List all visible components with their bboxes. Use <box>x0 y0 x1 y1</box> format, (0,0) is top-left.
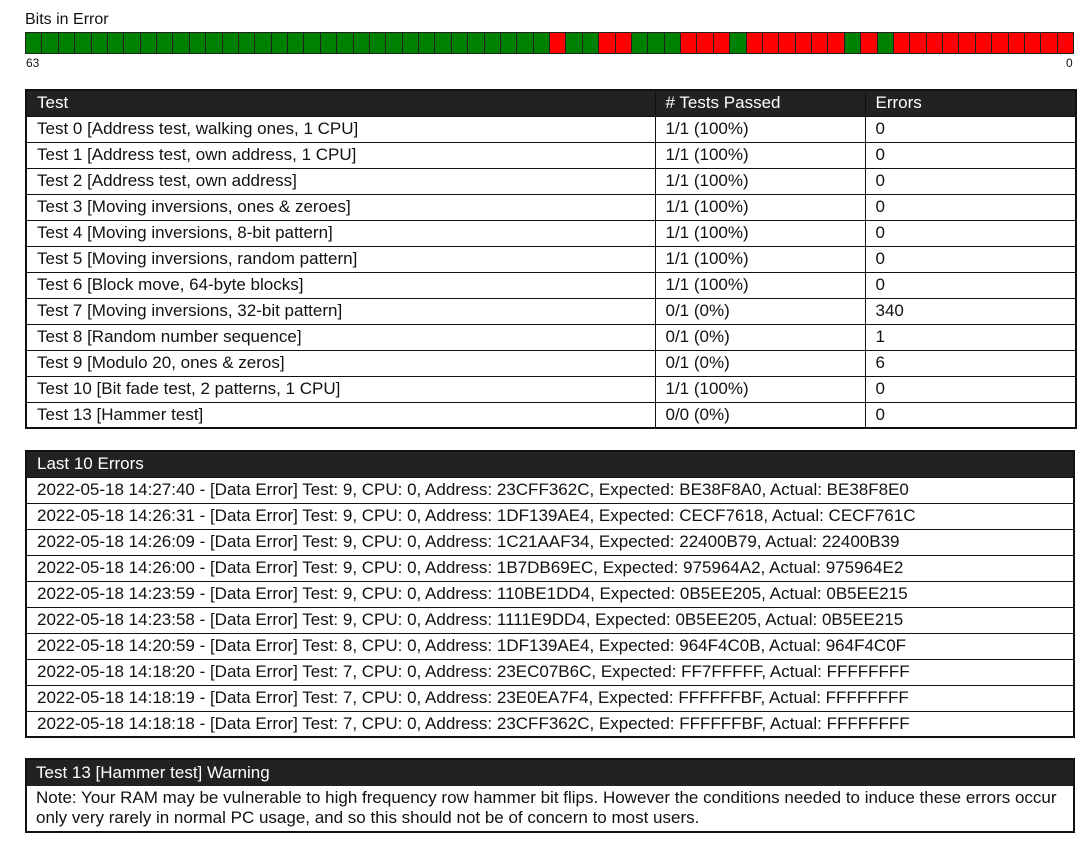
bit-cell <box>796 33 812 53</box>
error-entry: 2022-05-18 14:26:00 - [Data Error] Test: 9, CPU: 0, Address: 1B7DB69EC, Expected: 975964A2, Actual: 975964E2 <box>26 555 1074 581</box>
bit-cell <box>206 33 222 53</box>
bit-cell <box>1058 33 1073 53</box>
hammer-warning-title: Test 13 [Hammer test] Warning <box>27 760 1073 786</box>
error-row <box>26 685 1074 711</box>
bit-label-high: 63 <box>26 56 40 70</box>
test-name-cell: Test 13 [Hammer test] <box>26 402 655 428</box>
error-row <box>26 529 1074 555</box>
bit-cell <box>976 33 992 53</box>
bit-cell <box>878 33 894 53</box>
errors-header-row <box>26 451 1074 477</box>
errors-count-cell: 0 <box>865 402 1076 428</box>
table-row <box>26 402 1076 428</box>
bit-cell <box>927 33 943 53</box>
table-row <box>26 142 1076 168</box>
error-entry: 2022-05-18 14:26:09 - [Data Error] Test: 9, CPU: 0, Address: 1C21AAF34, Expected: 22400B79, Actual: 22400B39 <box>26 529 1074 555</box>
bit-cell <box>1041 33 1057 53</box>
bit-cell <box>648 33 664 53</box>
errors-count-cell: 0 <box>865 168 1076 194</box>
bit-cell <box>534 33 550 53</box>
bit-cell <box>894 33 910 53</box>
bit-cell <box>566 33 582 53</box>
bit-cell <box>730 33 746 53</box>
table-row <box>26 272 1076 298</box>
test-name-cell: Test 5 [Moving inversions, random pattern] <box>26 246 655 272</box>
bit-cell <box>861 33 877 53</box>
test-name-cell: Test 6 [Block move, 64-byte blocks] <box>26 272 655 298</box>
bit-cell <box>223 33 239 53</box>
bit-cell <box>435 33 451 53</box>
bit-cell <box>239 33 255 53</box>
bit-cell <box>992 33 1008 53</box>
header-errors: Errors <box>865 90 1076 116</box>
errors-count-cell: 1 <box>865 324 1076 350</box>
bit-cell <box>845 33 861 53</box>
error-row <box>26 581 1074 607</box>
bit-cell <box>321 33 337 53</box>
tests-passed-cell: 1/1 (100%) <box>655 272 865 298</box>
bit-cell <box>599 33 615 53</box>
table-row <box>26 220 1076 246</box>
error-entry: 2022-05-18 14:27:40 - [Data Error] Test: 9, CPU: 0, Address: 23CFF362C, Expected: BE38F8A0, Actual: BE38F8E0 <box>26 477 1074 503</box>
bit-cell <box>959 33 975 53</box>
bit-cell <box>747 33 763 53</box>
tests-passed-cell: 1/1 (100%) <box>655 246 865 272</box>
hammer-warning-box <box>25 758 1075 833</box>
bits-in-error-title: Bits in Error <box>25 11 109 28</box>
bit-cell <box>828 33 844 53</box>
bit-cell <box>943 33 959 53</box>
bits-in-error-bar <box>25 32 1074 54</box>
error-row <box>26 633 1074 659</box>
table-row <box>26 246 1076 272</box>
errors-count-cell: 0 <box>865 246 1076 272</box>
tests-passed-cell: 1/1 (100%) <box>655 220 865 246</box>
bit-cell <box>697 33 713 53</box>
error-row <box>26 607 1074 633</box>
error-entry: 2022-05-18 14:26:31 - [Data Error] Test: 9, CPU: 0, Address: 1DF139AE4, Expected: CECF7618, Actual: CECF761C <box>26 503 1074 529</box>
bit-cell <box>288 33 304 53</box>
error-row <box>26 659 1074 685</box>
bit-cell <box>141 33 157 53</box>
test-name-cell: Test 7 [Moving inversions, 32-bit pattern] <box>26 298 655 324</box>
bit-cell <box>157 33 173 53</box>
tests-passed-cell: 0/1 (0%) <box>655 298 865 324</box>
bit-cell <box>59 33 75 53</box>
errors-count-cell: 0 <box>865 116 1076 142</box>
bit-cell <box>255 33 271 53</box>
errors-count-cell: 0 <box>865 142 1076 168</box>
errors-count-cell: 0 <box>865 272 1076 298</box>
test-name-cell: Test 1 [Address test, own address, 1 CPU] <box>26 142 655 168</box>
test-name-cell: Test 0 [Address test, walking ones, 1 CPU] <box>26 116 655 142</box>
last-errors-header: Last 10 Errors <box>26 451 1074 477</box>
table-row <box>26 376 1076 402</box>
bit-cell <box>304 33 320 53</box>
error-row <box>26 555 1074 581</box>
header-test: Test <box>26 90 655 116</box>
bit-cell <box>403 33 419 53</box>
bit-label-low: 0 <box>1066 56 1073 70</box>
bit-cell <box>1009 33 1025 53</box>
test-name-cell: Test 3 [Moving inversions, ones & zeroes] <box>26 194 655 220</box>
bit-cell <box>517 33 533 53</box>
error-entry: 2022-05-18 14:18:20 - [Data Error] Test: 7, CPU: 0, Address: 23EC07B6C, Expected: FF7FFFFF, Actual: FFFFFFFF <box>26 659 1074 685</box>
tests-passed-cell: 0/1 (0%) <box>655 350 865 376</box>
bit-cell <box>665 33 681 53</box>
tests-passed-cell: 1/1 (100%) <box>655 376 865 402</box>
error-entry: 2022-05-18 14:23:59 - [Data Error] Test: 9, CPU: 0, Address: 110BE1DD4, Expected: 0B5EE205, Actual: 0B5EE215 <box>26 581 1074 607</box>
tests-passed-cell: 0/1 (0%) <box>655 324 865 350</box>
table-row <box>26 194 1076 220</box>
bit-cell <box>583 33 599 53</box>
bit-cell <box>190 33 206 53</box>
test-name-cell: Test 2 [Address test, own address] <box>26 168 655 194</box>
bit-cell <box>370 33 386 53</box>
errors-count-cell: 6 <box>865 350 1076 376</box>
bit-cell <box>616 33 632 53</box>
errors-count-cell: 0 <box>865 376 1076 402</box>
bit-cell <box>26 33 42 53</box>
bit-cell <box>763 33 779 53</box>
bit-cell <box>485 33 501 53</box>
error-row <box>26 711 1074 737</box>
last-errors-table <box>25 450 1075 738</box>
error-row <box>26 503 1074 529</box>
bit-cell <box>337 33 353 53</box>
bit-cell <box>75 33 91 53</box>
test-name-cell: Test 10 [Bit fade test, 2 patterns, 1 CPU] <box>26 376 655 402</box>
bit-cell <box>468 33 484 53</box>
errors-count-cell: 0 <box>865 194 1076 220</box>
bit-cell <box>714 33 730 53</box>
bit-cell <box>272 33 288 53</box>
bit-cell <box>173 33 189 53</box>
tests-header-row <box>26 90 1076 116</box>
errors-count-cell: 340 <box>865 298 1076 324</box>
table-row <box>26 116 1076 142</box>
bit-cell <box>92 33 108 53</box>
header-tests-passed: # Tests Passed <box>655 90 865 116</box>
table-row <box>26 168 1076 194</box>
hammer-warning-text: Note: Your RAM may be vulnerable to high frequency row hammer bit flips. However the conditions needed to induce these errors occur only very rarely in normal PC usage, and so this should not be of concern to most users. <box>36 788 1057 827</box>
bit-cell <box>386 33 402 53</box>
bit-cell <box>419 33 435 53</box>
bit-cell <box>452 33 468 53</box>
table-row <box>26 298 1076 324</box>
bit-cell <box>550 33 566 53</box>
bit-cell <box>1025 33 1041 53</box>
test-name-cell: Test 4 [Moving inversions, 8-bit pattern] <box>26 220 655 246</box>
table-row <box>26 350 1076 376</box>
bit-cell <box>124 33 140 53</box>
bit-cell <box>779 33 795 53</box>
tests-passed-cell: 1/1 (100%) <box>655 142 865 168</box>
test-name-cell: Test 9 [Modulo 20, ones & zeros] <box>26 350 655 376</box>
test-name-cell: Test 8 [Random number sequence] <box>26 324 655 350</box>
tests-passed-cell: 0/0 (0%) <box>655 402 865 428</box>
bit-cell <box>354 33 370 53</box>
errors-count-cell: 0 <box>865 220 1076 246</box>
bit-cell <box>681 33 697 53</box>
bit-cell <box>910 33 926 53</box>
table-row <box>26 324 1076 350</box>
error-entry: 2022-05-18 14:18:19 - [Data Error] Test: 7, CPU: 0, Address: 23E0EA7F4, Expected: FFFFFFBF, Actual: FFFFFFFF <box>26 685 1074 711</box>
bit-cell <box>108 33 124 53</box>
tests-table <box>25 89 1077 429</box>
error-entry: 2022-05-18 14:18:18 - [Data Error] Test: 7, CPU: 0, Address: 23CFF362C, Expected: FFFFFFBF, Actual: FFFFFFFF <box>26 711 1074 737</box>
tests-passed-cell: 1/1 (100%) <box>655 194 865 220</box>
error-entry: 2022-05-18 14:23:58 - [Data Error] Test: 9, CPU: 0, Address: 1111E9DD4, Expected: 0B5EE205, Actual: 0B5EE215 <box>26 607 1074 633</box>
error-entry: 2022-05-18 14:20:59 - [Data Error] Test: 8, CPU: 0, Address: 1DF139AE4, Expected: 964F4C0B, Actual: 964F4C0F <box>26 633 1074 659</box>
error-row <box>26 477 1074 503</box>
tests-passed-cell: 1/1 (100%) <box>655 168 865 194</box>
tests-passed-cell: 1/1 (100%) <box>655 116 865 142</box>
bit-cell <box>42 33 58 53</box>
bit-cell <box>501 33 517 53</box>
bit-cell <box>812 33 828 53</box>
bit-cell <box>632 33 648 53</box>
